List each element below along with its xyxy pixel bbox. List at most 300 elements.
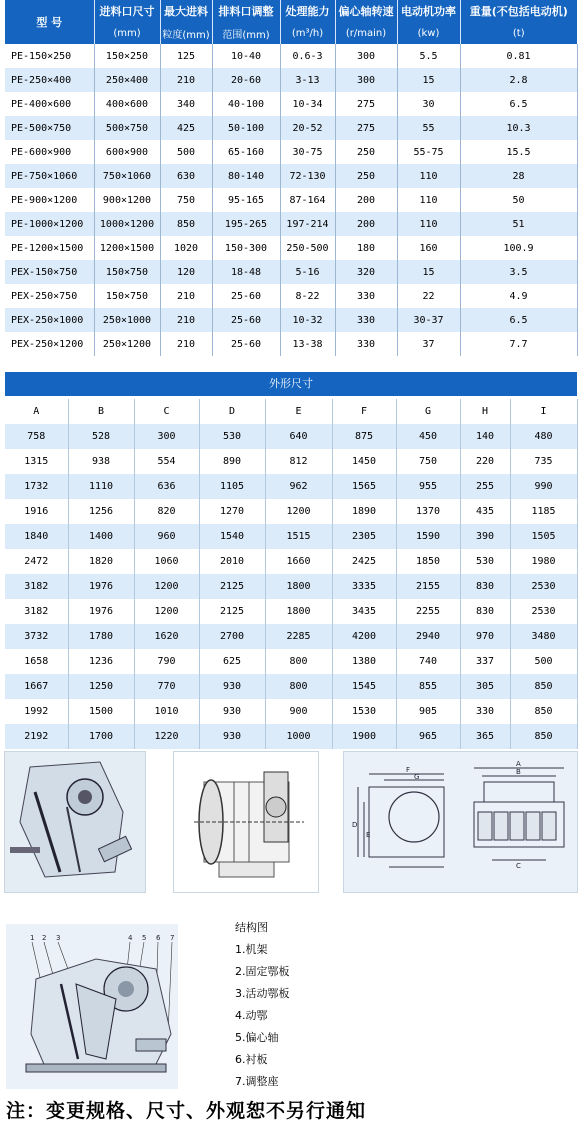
dimension-cell: 875 xyxy=(332,424,396,449)
spec-cell: 10.3 xyxy=(460,116,577,140)
dimension-header-cell: B xyxy=(68,399,134,424)
part-number-2: 2 xyxy=(42,934,47,942)
spec-cell: 200 xyxy=(335,212,397,236)
dimension-cell: 820 xyxy=(134,499,199,524)
spec-cell: 250 xyxy=(335,164,397,188)
spec-row xyxy=(5,164,577,188)
dimension-cell: 140 xyxy=(460,424,510,449)
spec-cell: 275 xyxy=(335,92,397,116)
dimensions-row xyxy=(5,449,577,474)
spec-cell: 5.5 xyxy=(397,44,460,68)
spec-cell: 80-140 xyxy=(212,164,280,188)
dimension-cell: 1620 xyxy=(134,624,199,649)
dimension-cell: 1992 xyxy=(5,699,68,724)
legend-item-frame: 1.机架 xyxy=(235,943,268,956)
dimension-cell: 3732 xyxy=(5,624,68,649)
dimension-cell: 850 xyxy=(510,674,577,699)
dimension-cell: 1916 xyxy=(5,499,68,524)
dimension-cell: 1060 xyxy=(134,549,199,574)
spec-cell: 15 xyxy=(397,260,460,284)
dimensions-row xyxy=(5,649,577,674)
spec-cell: 50 xyxy=(460,188,577,212)
model-cell: PE-1000×1200 xyxy=(5,212,94,236)
dimensions-row xyxy=(5,599,577,624)
header-weight: 重量(不包括电动机) xyxy=(460,0,577,22)
dimension-cell: 1780 xyxy=(68,624,134,649)
dimension-cell: 2125 xyxy=(199,574,265,599)
spec-cell: 25-60 xyxy=(212,284,280,308)
spec-cell: 250×1200 xyxy=(94,332,160,356)
spec-cell: 20-52 xyxy=(280,116,335,140)
dimension-header-cell: E xyxy=(265,399,332,424)
spec-cell: 4.9 xyxy=(460,284,577,308)
model-cell: PE-150×250 xyxy=(5,44,94,68)
part-number-5: 5 xyxy=(142,934,147,942)
spec-cell: 330 xyxy=(335,332,397,356)
dimension-cell: 962 xyxy=(265,474,332,499)
dimension-cell: 1400 xyxy=(68,524,134,549)
spec-cell: 160 xyxy=(397,236,460,260)
spec-row xyxy=(5,236,577,260)
dimension-cell: 255 xyxy=(460,474,510,499)
dim-label-F: F xyxy=(406,766,411,774)
spec-cell: 250 xyxy=(335,140,397,164)
spec-cell: 22 xyxy=(397,284,460,308)
spec-row xyxy=(5,332,577,356)
dimension-cell: 1450 xyxy=(332,449,396,474)
spec-cell: 750 xyxy=(160,188,212,212)
spec-cell: 125 xyxy=(160,44,212,68)
dimension-header-cell: A xyxy=(5,399,68,424)
dimensions-table xyxy=(5,399,578,749)
model-cell: PE-500×750 xyxy=(5,116,94,140)
spec-cell: 500×750 xyxy=(94,116,160,140)
dimension-cell: 790 xyxy=(134,649,199,674)
legend-item-moving-jaw: 4.动鄂 xyxy=(235,1009,268,1022)
dimension-cell: 3335 xyxy=(332,574,396,599)
dimension-cell: 1980 xyxy=(510,549,577,574)
dimension-cell: 1565 xyxy=(332,474,396,499)
dimension-cell: 1315 xyxy=(5,449,68,474)
dimension-cell: 890 xyxy=(199,449,265,474)
spec-row xyxy=(5,212,577,236)
spec-cell: 15.5 xyxy=(460,140,577,164)
spec-cell: 7.7 xyxy=(460,332,577,356)
dimension-cell: 1200 xyxy=(134,574,199,599)
spec-cell: 900×1200 xyxy=(94,188,160,212)
spec-row xyxy=(5,68,577,92)
dimension-cell: 750 xyxy=(396,449,460,474)
spec-cell: 25-60 xyxy=(212,308,280,332)
spec-cell: 25-60 xyxy=(212,332,280,356)
dimension-cell: 1800 xyxy=(265,599,332,624)
spec-cell: 180 xyxy=(335,236,397,260)
spec-cell: 0.6-3 xyxy=(280,44,335,68)
spec-row xyxy=(5,92,577,116)
dimension-cell: 220 xyxy=(460,449,510,474)
spec-cell: 30 xyxy=(397,92,460,116)
dimension-cell: 3182 xyxy=(5,599,68,624)
dimension-cell: 930 xyxy=(199,699,265,724)
spec-cell: 1200×1500 xyxy=(94,236,160,260)
dimension-cell: 2155 xyxy=(396,574,460,599)
header-capacity: 处理能力 xyxy=(280,0,335,22)
dimension-cell: 1900 xyxy=(332,724,396,749)
dimension-cell: 900 xyxy=(265,699,332,724)
header-motor-power: 电动机功率 xyxy=(397,0,460,22)
model-cell: PEX-250×1000 xyxy=(5,308,94,332)
dimension-cell: 500 xyxy=(510,649,577,674)
dimension-cell: 1256 xyxy=(68,499,134,524)
spec-cell: 300 xyxy=(335,44,397,68)
spec-row xyxy=(5,116,577,140)
part-number-1: 1 xyxy=(30,934,35,942)
dimension-cell: 2285 xyxy=(265,624,332,649)
spec-cell: 40-100 xyxy=(212,92,280,116)
crusher-side-drawing xyxy=(5,752,145,892)
spec-cell: 8-22 xyxy=(280,284,335,308)
dimensions-row xyxy=(5,524,577,549)
dimension-cell: 3435 xyxy=(332,599,396,624)
dimension-cell: 2472 xyxy=(5,549,68,574)
spec-row xyxy=(5,308,577,332)
unit-feed-size: (mm) xyxy=(94,22,160,44)
legend-item-movable-jaw-plate: 3.活动鄂板 xyxy=(235,987,290,1000)
dimension-cell: 812 xyxy=(265,449,332,474)
unit-discharge-range: 范围(mm) xyxy=(212,22,280,44)
spec-cell: 850 xyxy=(160,212,212,236)
unit-motor-power: (kw) xyxy=(397,22,460,44)
dimension-cell: 930 xyxy=(199,674,265,699)
spec-cell: 210 xyxy=(160,284,212,308)
model-cell: PEX-150×750 xyxy=(5,260,94,284)
model-cell: PE-750×1060 xyxy=(5,164,94,188)
dimension-outline-drawing xyxy=(344,752,577,892)
dim-label-C: C xyxy=(516,862,521,870)
spec-cell: 30-75 xyxy=(280,140,335,164)
dimension-header-cell: C xyxy=(134,399,199,424)
spec-row xyxy=(5,260,577,284)
dimension-cell: 1515 xyxy=(265,524,332,549)
dimension-cell: 2425 xyxy=(332,549,396,574)
dimension-cell: 450 xyxy=(396,424,460,449)
part-number-7: 7 xyxy=(170,934,175,942)
dimension-cell: 1700 xyxy=(68,724,134,749)
dimension-cell: 2010 xyxy=(199,549,265,574)
dimensions-row xyxy=(5,424,577,449)
spec-cell: 55-75 xyxy=(397,140,460,164)
dim-label-B: B xyxy=(516,768,521,776)
dimension-header-cell: H xyxy=(460,399,510,424)
dimension-cell: 930 xyxy=(199,724,265,749)
spec-cell: 250×1000 xyxy=(94,308,160,332)
dimensions-row xyxy=(5,699,577,724)
dimension-cell: 740 xyxy=(396,649,460,674)
dimension-cell: 1820 xyxy=(68,549,134,574)
spec-cell: 37 xyxy=(397,332,460,356)
dimension-cell: 530 xyxy=(199,424,265,449)
dimensions-header-row xyxy=(5,399,577,424)
dimension-header-cell: G xyxy=(396,399,460,424)
legend-item-eccentric-shaft: 5.偏心轴 xyxy=(235,1031,279,1044)
dimension-cell: 1500 xyxy=(68,699,134,724)
spec-cell: 1000×1200 xyxy=(94,212,160,236)
dimension-cell: 758 xyxy=(5,424,68,449)
dimensions-row xyxy=(5,474,577,499)
legend-item-adjuster: 7.调整座 xyxy=(235,1075,279,1088)
dimension-drawing xyxy=(343,751,578,893)
spec-cell: 3-13 xyxy=(280,68,335,92)
structure-legend xyxy=(235,917,290,1093)
dimension-cell: 1590 xyxy=(396,524,460,549)
structure-section-drawing xyxy=(6,924,178,1089)
spec-cell: 120 xyxy=(160,260,212,284)
spec-cell: 28 xyxy=(460,164,577,188)
spec-cell: 200 xyxy=(335,188,397,212)
dim-label-A: A xyxy=(516,760,521,768)
spec-cell: 30-37 xyxy=(397,308,460,332)
dimension-cell: 636 xyxy=(134,474,199,499)
notice-text: 注：变更规格、尺寸、外观恕不另行通知 xyxy=(6,1100,367,1122)
dimension-cell: 970 xyxy=(460,624,510,649)
dimensions-table-body xyxy=(5,399,577,749)
spec-cell: 300 xyxy=(335,68,397,92)
spec-cell: 72-130 xyxy=(280,164,335,188)
model-cell: PEX-250×1200 xyxy=(5,332,94,356)
dimension-cell: 735 xyxy=(510,449,577,474)
dimension-cell: 305 xyxy=(460,674,510,699)
legend-title: 结构图 xyxy=(235,921,268,934)
dimension-cell: 855 xyxy=(396,674,460,699)
spec-cell: 6.5 xyxy=(460,308,577,332)
spec-cell: 750×1060 xyxy=(94,164,160,188)
dimension-cell: 1200 xyxy=(265,499,332,524)
spec-cell: 110 xyxy=(397,164,460,188)
dimension-cell: 1370 xyxy=(396,499,460,524)
dimension-cell: 800 xyxy=(265,674,332,699)
dimension-cell: 625 xyxy=(199,649,265,674)
spec-header-row xyxy=(5,0,577,22)
spec-cell: 150×750 xyxy=(94,284,160,308)
spec-cell: 150-300 xyxy=(212,236,280,260)
spec-cell: 210 xyxy=(160,68,212,92)
dimension-cell: 300 xyxy=(134,424,199,449)
spec-cell: 400×600 xyxy=(94,92,160,116)
spec-cell: 0.81 xyxy=(460,44,577,68)
spec-cell: 65-160 xyxy=(212,140,280,164)
unit-capacity: (m³/h) xyxy=(280,22,335,44)
dimensions-row xyxy=(5,624,577,649)
dimension-cell: 905 xyxy=(396,699,460,724)
header-shaft-speed: 偏心轴转速 xyxy=(335,0,397,22)
spec-cell: 197-214 xyxy=(280,212,335,236)
unit-shaft-speed: (r/main) xyxy=(335,22,397,44)
dimensions-row xyxy=(5,499,577,524)
spec-cell: 87-164 xyxy=(280,188,335,212)
dimension-cell: 480 xyxy=(510,424,577,449)
dimension-cell: 1010 xyxy=(134,699,199,724)
spec-cell: 600×900 xyxy=(94,140,160,164)
dimension-cell: 3480 xyxy=(510,624,577,649)
dimension-cell: 990 xyxy=(510,474,577,499)
dimensions-title: 外形尺寸 xyxy=(5,372,577,396)
spec-cell: 340 xyxy=(160,92,212,116)
dimension-cell: 1732 xyxy=(5,474,68,499)
dimension-cell: 1530 xyxy=(332,699,396,724)
dimension-cell: 2700 xyxy=(199,624,265,649)
model-cell: PEX-250×750 xyxy=(5,284,94,308)
part-number-4: 4 xyxy=(128,934,133,942)
dimension-cell: 528 xyxy=(68,424,134,449)
dimension-header-cell: F xyxy=(332,399,396,424)
dimension-cell: 1660 xyxy=(265,549,332,574)
dimension-cell: 1110 xyxy=(68,474,134,499)
spec-cell: 95-165 xyxy=(212,188,280,212)
dimensions-row xyxy=(5,674,577,699)
spec-table xyxy=(5,0,578,356)
unit-max-feed: 粒度(mm) xyxy=(160,22,212,44)
spec-row xyxy=(5,140,577,164)
dimension-cell: 2255 xyxy=(396,599,460,624)
header-model: 型 号 xyxy=(5,0,94,44)
dimension-cell: 1840 xyxy=(5,524,68,549)
dimension-cell: 390 xyxy=(460,524,510,549)
spec-cell: 13-38 xyxy=(280,332,335,356)
spec-cell: 250-500 xyxy=(280,236,335,260)
dimension-cell: 955 xyxy=(396,474,460,499)
dimension-cell: 4200 xyxy=(332,624,396,649)
dimension-cell: 850 xyxy=(510,699,577,724)
dimension-cell: 640 xyxy=(265,424,332,449)
dimension-cell: 1220 xyxy=(134,724,199,749)
spec-cell: 1020 xyxy=(160,236,212,260)
dimension-cell: 3182 xyxy=(5,574,68,599)
spec-cell: 18-48 xyxy=(212,260,280,284)
dimension-cell: 850 xyxy=(510,724,577,749)
dimension-cell: 938 xyxy=(68,449,134,474)
model-cell: PE-400×600 xyxy=(5,92,94,116)
dimension-cell: 1200 xyxy=(134,599,199,624)
spec-cell: 10-32 xyxy=(280,308,335,332)
dimension-cell: 365 xyxy=(460,724,510,749)
dimension-cell: 1658 xyxy=(5,649,68,674)
spec-cell: 195-265 xyxy=(212,212,280,236)
dimension-cell: 1540 xyxy=(199,524,265,549)
spec-cell: 630 xyxy=(160,164,212,188)
dimension-cell: 1800 xyxy=(265,574,332,599)
dimension-cell: 1105 xyxy=(199,474,265,499)
spec-cell: 320 xyxy=(335,260,397,284)
part-number-6: 6 xyxy=(156,934,161,942)
dimension-cell: 1976 xyxy=(68,599,134,624)
dimension-cell: 770 xyxy=(134,674,199,699)
structure-drawing xyxy=(6,924,178,1089)
spec-cell: 10-34 xyxy=(280,92,335,116)
dimensions-row xyxy=(5,724,577,749)
spec-cell: 150×750 xyxy=(94,260,160,284)
dimension-cell: 1505 xyxy=(510,524,577,549)
spec-cell: 210 xyxy=(160,332,212,356)
spec-cell: 110 xyxy=(397,188,460,212)
spec-cell: 2.8 xyxy=(460,68,577,92)
spec-row xyxy=(5,44,577,68)
dimension-cell: 965 xyxy=(396,724,460,749)
dimension-header-cell: I xyxy=(510,399,577,424)
model-cell: PE-900×1200 xyxy=(5,188,94,212)
spec-row xyxy=(5,188,577,212)
dimensions-row xyxy=(5,574,577,599)
spec-cell: 425 xyxy=(160,116,212,140)
dimension-cell: 1976 xyxy=(68,574,134,599)
dimension-cell: 1850 xyxy=(396,549,460,574)
dimension-cell: 1250 xyxy=(68,674,134,699)
dimension-cell: 2125 xyxy=(199,599,265,624)
dim-label-G: G xyxy=(414,773,420,781)
spec-cell: 330 xyxy=(335,308,397,332)
spec-cell: 51 xyxy=(460,212,577,236)
spec-row xyxy=(5,284,577,308)
spec-cell: 55 xyxy=(397,116,460,140)
dimensions-row xyxy=(5,549,577,574)
spec-cell: 20-60 xyxy=(212,68,280,92)
dimension-cell: 1890 xyxy=(332,499,396,524)
dimension-cell: 2530 xyxy=(510,599,577,624)
spec-cell: 6.5 xyxy=(460,92,577,116)
dimension-cell: 554 xyxy=(134,449,199,474)
header-max-feed: 最大进料 xyxy=(160,0,212,22)
dimension-cell: 2305 xyxy=(332,524,396,549)
header-discharge-range: 排料口调整 xyxy=(212,0,280,22)
model-cell: PE-250×400 xyxy=(5,68,94,92)
dimension-cell: 2192 xyxy=(5,724,68,749)
spec-cell: 275 xyxy=(335,116,397,140)
dim-label-E: E xyxy=(366,831,371,839)
dimension-cell: 1270 xyxy=(199,499,265,524)
spec-cell: 150×250 xyxy=(94,44,160,68)
dimension-cell: 2530 xyxy=(510,574,577,599)
part-number-3: 3 xyxy=(56,934,61,942)
dimension-cell: 1000 xyxy=(265,724,332,749)
dimension-cell: 1545 xyxy=(332,674,396,699)
crusher-front-drawing xyxy=(174,752,318,892)
spec-cell: 250×400 xyxy=(94,68,160,92)
crusher-photo-side xyxy=(4,751,146,893)
dimension-cell: 337 xyxy=(460,649,510,674)
legend-item-liner: 6.衬板 xyxy=(235,1053,268,1066)
dimension-header-cell: D xyxy=(199,399,265,424)
model-cell: PE-1200×1500 xyxy=(5,236,94,260)
dimension-cell: 1185 xyxy=(510,499,577,524)
legend-item-fixed-jaw: 2.固定鄂板 xyxy=(235,965,290,978)
spec-cell: 110 xyxy=(397,212,460,236)
header-feed-size: 进料口尺寸 xyxy=(94,0,160,22)
dimension-cell: 830 xyxy=(460,599,510,624)
spec-cell: 5-16 xyxy=(280,260,335,284)
dimension-cell: 530 xyxy=(460,549,510,574)
dimension-cell: 830 xyxy=(460,574,510,599)
spec-cell: 10-40 xyxy=(212,44,280,68)
unit-weight: (t) xyxy=(460,22,577,44)
spec-cell: 50-100 xyxy=(212,116,280,140)
spec-cell: 3.5 xyxy=(460,260,577,284)
dimension-cell: 330 xyxy=(460,699,510,724)
spec-cell: 100.9 xyxy=(460,236,577,260)
spec-table-body xyxy=(5,44,577,356)
dimension-cell: 800 xyxy=(265,649,332,674)
crusher-drawing-front xyxy=(173,751,319,893)
dimension-cell: 1667 xyxy=(5,674,68,699)
dimension-cell: 1380 xyxy=(332,649,396,674)
